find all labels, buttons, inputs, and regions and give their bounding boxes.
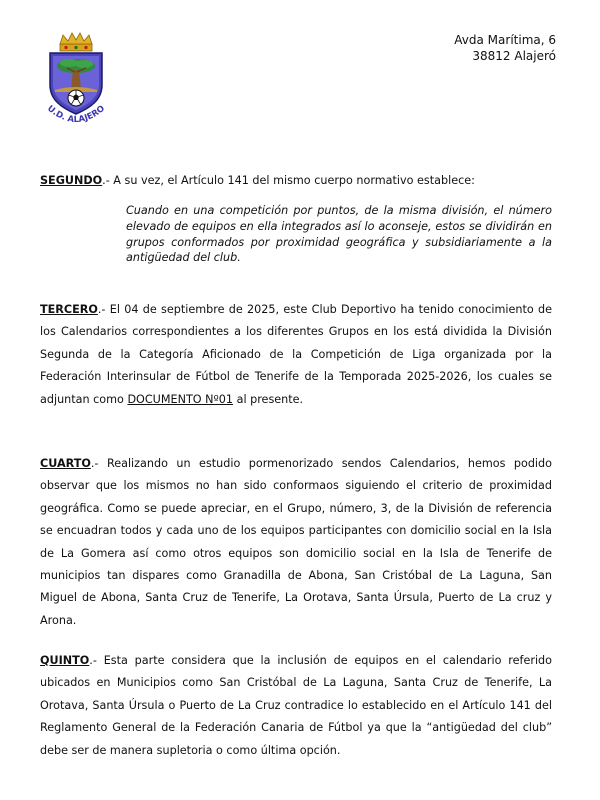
heading-tercero: TERCERO [40, 303, 98, 316]
quinto-text: .- Esta parte considera que la inclusión de equipos en el calendario referido ubicados en Municipios como San Cristóbal de La Laguna, Santa Cruz de Tenerife, La Orotava, Santa Úrsula o Puerto de La Cruz contradice lo establecido en el Artículo 141 del Reglamento General de la Federación Canaria de Fútbol ya que la “antigüedad del club” debe ser de manera supletoria o como última opción. [40, 654, 552, 757]
cuarto-text: .- Realizando un estudio pormenorizado sendos Calendarios, hemos podido observar que los mismos no han sido conformaos siguiendo el criterio de proximidad geográfica. Como se puede apreciar, en el Grupo, número, 3, de la División de referencia se encuadran todos y cada uno de los equipos participantes con domicilio social en la Isla de La Gomera así como otros equipos son domicilio social en la Isla de Tenerife de municipios tan dispares como Granadilla de Abona, San Cristóbal de La Laguna, San Miguel de Abona, Santa Cruz de Tenerife, La Orotava, Santa Úrsula, Puerto de La cruz y Arona. [40, 457, 552, 627]
club-name-text: U.D. ALAJERO [45, 103, 107, 126]
paragraph-cuarto [40, 453, 552, 632]
paragraph-segundo [40, 170, 552, 192]
heading-segundo: SEGUNDO [40, 174, 103, 187]
crown-icon [60, 33, 92, 51]
tercero-text: .- El 04 de septiembre de 2025, este Club Deportivo ha tenido conocimiento de los Calendarios correspondientes a los diferentes Grupos en los está dividida la División Segunda de la Categoría Aficionado de la Competición de Liga organizada por la Federación Interinsular de Fútbol de Tenerife de la Temporada 2025-2026, los cuales se adjuntan como [40, 303, 552, 406]
paragraph-quinto [40, 650, 552, 762]
article-141-quote: Cuando en una competición por puntos, de la misma división, el número elevado de equipos en ella integrados así lo aconseje, estos se dividirán en grupos conformados por proximidad geográfica y subsidiariamente a la antigüedad del club. [126, 204, 552, 265]
sender-address [454, 32, 556, 64]
heading-quinto: QUINTO [40, 654, 90, 667]
segundo-text: .- A su vez, el Artículo 141 del mismo cuerpo normativo establece: [102, 174, 475, 187]
address-line-1: Avda Marítima, 6 [454, 33, 556, 47]
soccer-ball-icon [68, 90, 84, 106]
document-reference: DOCUMENTO Nº01 [127, 392, 234, 406]
tercero-text-end: al presente. [233, 392, 304, 406]
heading-cuarto: CUARTO [40, 457, 91, 470]
paragraph-tercero [40, 299, 552, 411]
club-crest-logo [40, 30, 112, 130]
address-line-2: 38812 Alajeró [472, 49, 556, 63]
